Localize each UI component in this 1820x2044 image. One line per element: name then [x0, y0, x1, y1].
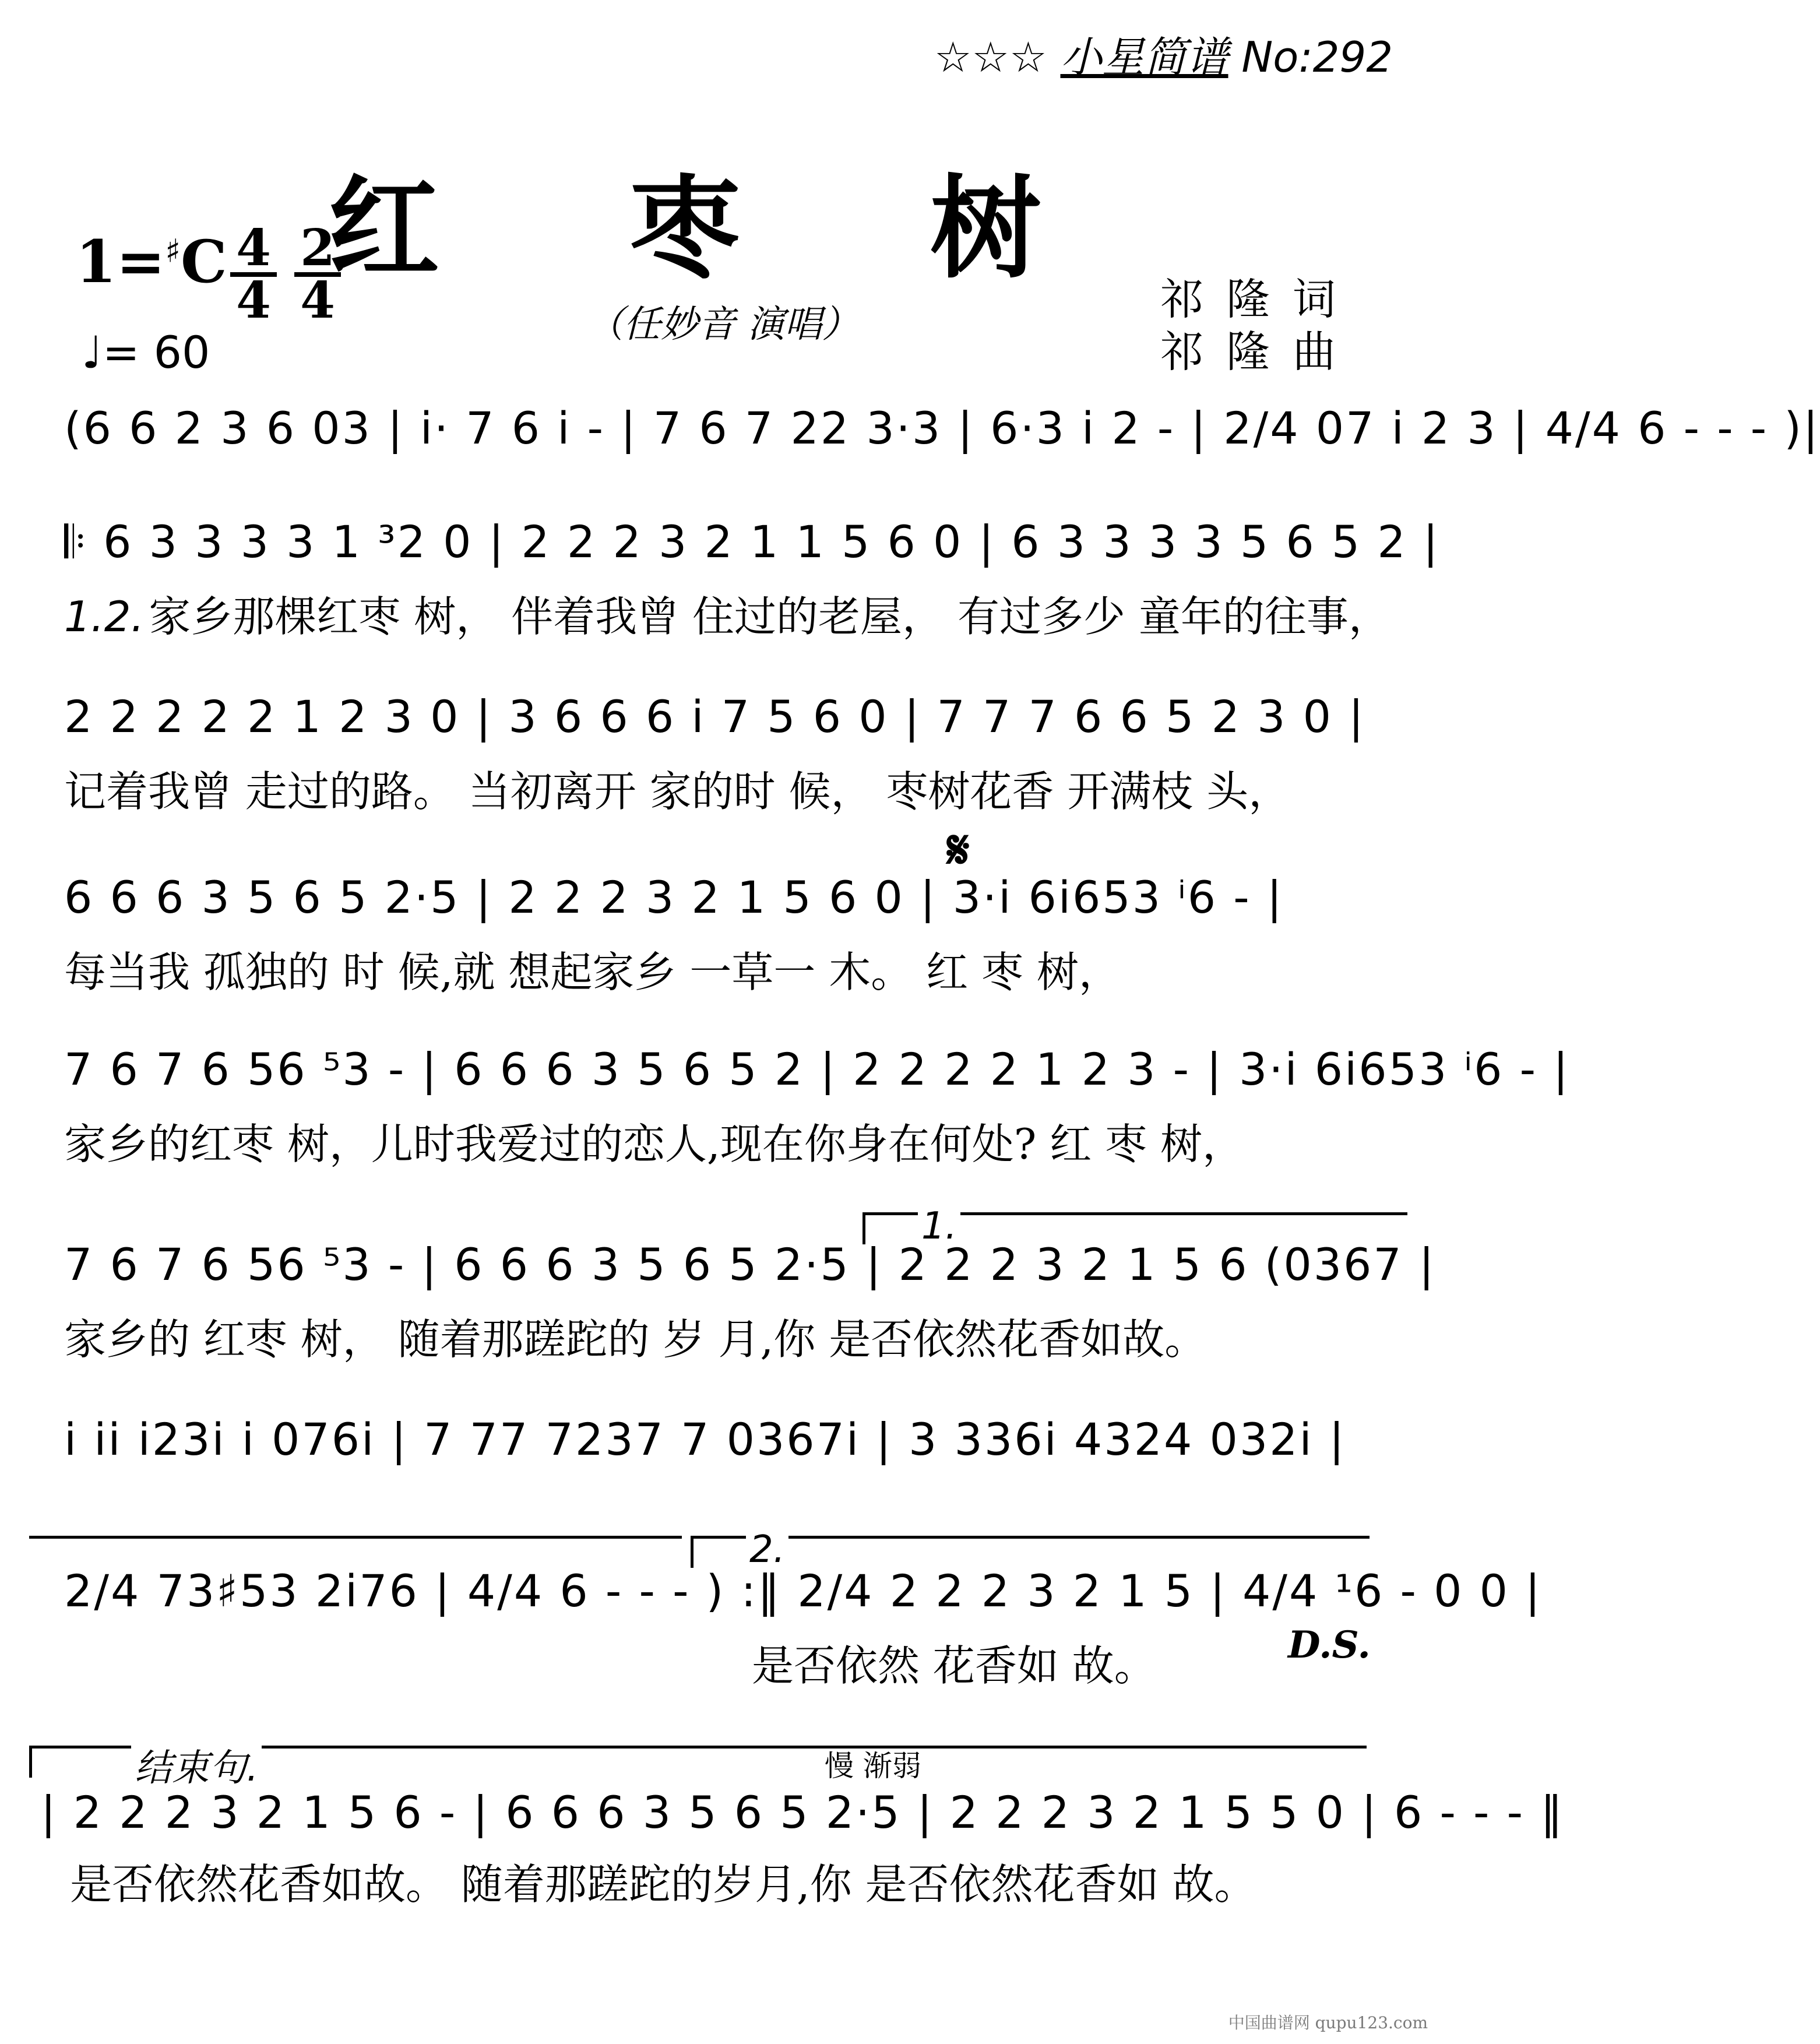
system-4-notes: 7 6 7 6 56 ⁵3 - | 6 6 6 3 5 6 5 2 | 2 2 2 2 1 2 3 - | 3·i 6i653 ⁱ6 - | — [64, 1043, 1570, 1095]
system-7-notes: 2/4 73♯53 2i76 | 4/4 6 - - - ) :‖ 2/4 2 2 2 3 2 1 5 | 4/4 ¹6 - 0 0 | — [64, 1565, 1542, 1617]
system-1-notes: 𝄆 6 3 3 3 3 1 ³2 0 | 2 2 2 3 2 1 1 5 6 0 | 6 3 3 3 3 5 6 5 2 | — [64, 516, 1440, 568]
site-watermark: 中国曲谱网 qupu123.com — [1228, 2013, 1428, 2032]
stars-rating: ☆☆☆ — [934, 33, 1047, 82]
time-top: 2 — [300, 219, 335, 277]
key-prefix: 1= — [76, 227, 166, 296]
time-bottom: 4 — [230, 272, 277, 325]
system-8-lyrics: 是否依然花香如故。 随着那蹉跎的岁月,你 是否依然花香如 故。 — [70, 1860, 1256, 1909]
system-2-notes: 2 2 2 2 2 1 2 3 0 | 3 6 6 6 i 7 5 6 0 | 7 7 7 6 6 5 2 3 0 | — [64, 691, 1365, 743]
segno-sign: 𝄋 — [947, 819, 970, 881]
system-6-notes: i ii i23i i 076i | 7 77 7237 7 0367i | 3 336i 4324 032i | — [64, 1413, 1346, 1465]
system-2-lyrics: 记着我曾 走过的路。 当初离开 家的时 候， 枣树花香 开满枝 头， — [64, 767, 1291, 816]
brand-link[interactable]: 小星简谱 — [1060, 33, 1228, 82]
header-brand — [934, 23, 1393, 84]
system-5-lyrics: 家乡的 红枣 树， 随着那蹉跎的 岁 月,你 是否依然花香如故。 — [64, 1315, 1207, 1364]
time-top: 4 — [236, 219, 271, 277]
system-7-lyrics: 是否依然 花香如 故。 — [752, 1641, 1156, 1690]
system-1-lyrics — [64, 583, 1390, 643]
volta-label: 1. — [918, 1205, 960, 1248]
lyrics-text: 家乡那棵红枣 树， 伴着我曾 住过的老屋， 有过多少 童年的往事， — [149, 592, 1390, 641]
tempo-mark: ♩= 60 — [82, 326, 210, 378]
composer-credit: 祁 隆 曲 — [1160, 327, 1340, 377]
system-3-lyrics: 每当我 孤独的 时 候,就 想起家乡 一草一 木。 红 枣 树， — [64, 948, 1121, 997]
lyricist-credit: 祁 隆 词 — [1160, 275, 1340, 325]
time-bottom: 4 — [294, 272, 341, 325]
system-8-notes: | 2 2 2 3 2 1 5 6 - | 6 6 6 3 5 6 5 2·5 | 2 2 2 3 2 1 5 5 0 | 6 - - - ‖ — [41, 1786, 1565, 1838]
verse-number: 1.2. — [64, 592, 145, 641]
system-4-lyrics: 家乡的红枣 树，儿时我爱过的恋人,现在你身在何处? 红 枣 树， — [64, 1120, 1245, 1169]
system-3-notes: 6 6 6 3 5 6 5 2·5 | 2 2 2 3 2 1 5 6 0 | 3·i 6i653 ⁱ6 - | — [64, 871, 1284, 923]
system-5-notes: 7 6 7 6 56 ⁵3 - | 6 6 6 3 5 6 5 2·5 | 2 2 2 3 2 1 5 6 (0367 | — [64, 1239, 1436, 1290]
key-signature — [76, 227, 227, 296]
song-title: 红 枣 树 — [328, 163, 1117, 293]
time-signature-4-4 — [230, 219, 277, 330]
second-ending-bracket — [691, 1528, 1370, 1571]
volta-label: 2. — [746, 1528, 788, 1571]
repeat-bracket-line — [29, 1536, 682, 1539]
sharp-sign: ♯ — [165, 231, 181, 270]
key-note: C — [181, 227, 227, 296]
time-signature-2-4 — [294, 219, 341, 330]
dynamic-marking: 慢 渐弱 — [825, 1749, 921, 1783]
intro-notation: (6 6 2 3 6 03 | i· 7 6 i - | 7 6 7 22 3·3 | 6·3 i 2 - | 2/4 07 i 2 3 | 4/4 6 - - - )| — [64, 402, 1820, 454]
performer: （任妙音 演唱） — [586, 303, 860, 346]
dal-segno-mark: D.S. — [1288, 1623, 1371, 1667]
coda-bracket — [29, 1746, 1367, 1790]
score-number: No:292 — [1241, 33, 1393, 82]
coda-label: 结束句. — [131, 1738, 262, 1792]
